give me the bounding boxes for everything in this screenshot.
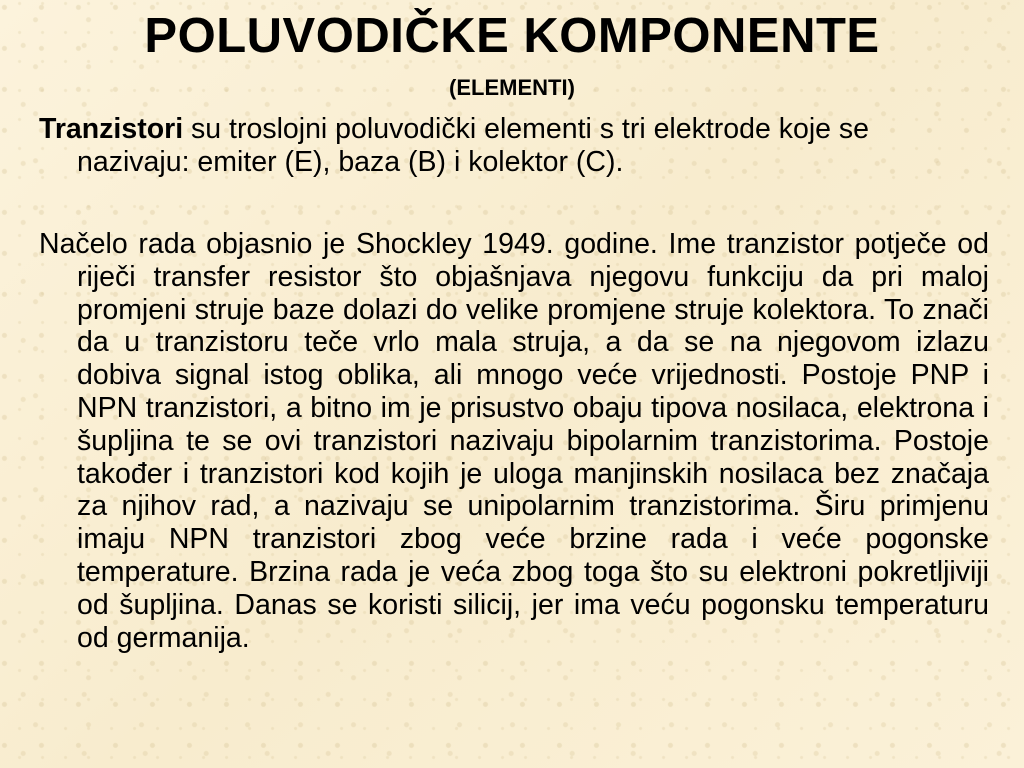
- slide-subtitle: (ELEMENTI): [449, 75, 575, 100]
- paragraph-lead-term: Tranzistori: [39, 113, 184, 145]
- paragraph-working-principle: Načelo rada objasnio je Shockley 1949. godine. Ime tranzistor potječe od riječi transfer resistor što objašnjava njegovu funkciju da pri maloj promjeni struje baze dolazi do velike promjene struje kolektora. To znači da u tranzistoru teče vrlo mala struja, a da se na njegovom izlazu dobiva signal istog oblika, ali mnogo veće vrijednosti. Postoje PNP i NPN tranzistori, a bitno im je prisustvo obaju tipova nosilaca, elektrona i šupljina te se ovi tranzistori nazivaju bipolarnim tranzistorima. Postoje također i tranzistori kod kojih je uloga manjinskih nosilaca bez značaja za njihov rad, a nazivaju se unipolarnim tranzistorima. Širu primjenu imaju NPN tranzistori zbog veće brzine rada i veće pogonske temperature. Brzina rada je veća zbog toga što su elektroni pokretljiviji od šupljina. Danas se koristi silicij, jer ima veću pogonsku temperaturu od germanija.: [39, 228, 989, 654]
- paragraph-body-text: su troslojni poluvodički elementi s tri elektrode koje se nazivaju: emiter (E), baza (B) i kolektor (C).: [77, 113, 870, 178]
- paragraph-tranzistori-definition: [39, 113, 989, 179]
- slide-title: POLUVODIČKE KOMPONENTE: [144, 9, 880, 63]
